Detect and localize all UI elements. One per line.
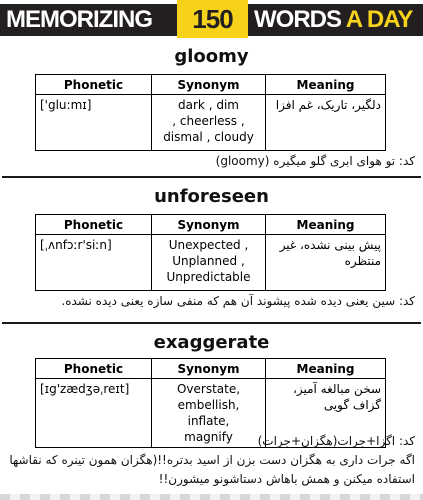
- synonym-line: dark , dim: [178, 98, 239, 112]
- word-title-gloomy: gloomy: [174, 46, 249, 67]
- note-line: کد: تو هوای ابری گلو میگیره (gloomy): [215, 154, 415, 168]
- note-line: کد: سین یعنی دیده شده پیشوند آن هم که منفی سازه یعنی دیده نشده.: [61, 294, 415, 308]
- banner-title-left: MEMORIZING: [6, 6, 152, 33]
- word-table-unforeseen: [35, 214, 386, 291]
- note-line: اگه جرات داری به هگزان دست بزن از اسید بدتره!!(هگزان همون تینره که نقاشها: [9, 453, 415, 467]
- note-line: کد: اگزا+جرات(هگزان+جرات): [257, 434, 415, 448]
- meaning-cell: دلگیر، تاریک، غم افزا: [266, 95, 386, 151]
- banner-a-day: A DAY: [345, 6, 413, 33]
- word-table-gloomy: [35, 74, 386, 151]
- table-header-row: [36, 75, 386, 95]
- meaning-cell: پیش بینی نشده، غیر منتظره: [266, 235, 386, 291]
- synonym-line: Unpredictable: [166, 270, 251, 284]
- col-header-meaning: Meaning: [266, 75, 386, 95]
- banner-title-right: [254, 6, 412, 34]
- note-line: استفاده میکنن و همش باهاش دستاشونو میشورن!!: [158, 472, 415, 486]
- meaning-cell: سخن مبالغه آمیز، گزاف گویی: [266, 379, 386, 448]
- mnemonic-note-exaggerate: [0, 432, 423, 489]
- mnemonic-note-gloomy: [0, 152, 423, 171]
- section-divider: [2, 322, 421, 324]
- mnemonic-note-unforeseen: [0, 292, 423, 311]
- synonym-line: Unplanned ,: [172, 254, 245, 268]
- col-header-synonym: Synonym: [152, 75, 266, 95]
- col-header-phonetic: Phonetic: [36, 75, 152, 95]
- phonetic-cell: ['glu:mɪ]: [36, 95, 152, 151]
- synonym-line: , cheerless ,: [172, 114, 245, 128]
- footer-watermark-strip: [0, 494, 423, 500]
- table-row: [36, 95, 386, 151]
- synonym-line: magnify: [184, 430, 233, 444]
- synonym-line: Unexpected ,: [168, 238, 249, 252]
- phonetic-cell: [ɪg'zædʒəˌreɪt]: [36, 379, 152, 448]
- synonym-cell: [152, 235, 266, 291]
- synonym-line: dismal , cloudy: [163, 130, 254, 144]
- col-header-meaning: Meaning: [266, 359, 386, 379]
- phonetic-cell: [ˌʌnfɔːr'siːn]: [36, 235, 152, 291]
- word-title-exaggerate: exaggerate: [153, 332, 270, 353]
- col-header-synonym: Synonym: [152, 215, 266, 235]
- section-divider: [2, 176, 421, 178]
- col-header-phonetic: Phonetic: [36, 359, 152, 379]
- banner-words: WORDS: [254, 6, 346, 33]
- col-header-synonym: Synonym: [152, 359, 266, 379]
- word-title-unforeseen: unforeseen: [154, 186, 269, 207]
- table-header-row: [36, 215, 386, 235]
- synonym-line: Overstate,: [176, 382, 241, 396]
- col-header-phonetic: Phonetic: [36, 215, 152, 235]
- table-header-row: [36, 359, 386, 379]
- header-banner: [0, 0, 423, 38]
- synonym-cell: [152, 95, 266, 151]
- col-header-meaning: Meaning: [266, 215, 386, 235]
- banner-number: 150: [192, 4, 233, 34]
- synonym-line: embellish, inflate,: [177, 398, 240, 428]
- table-row: [36, 235, 386, 291]
